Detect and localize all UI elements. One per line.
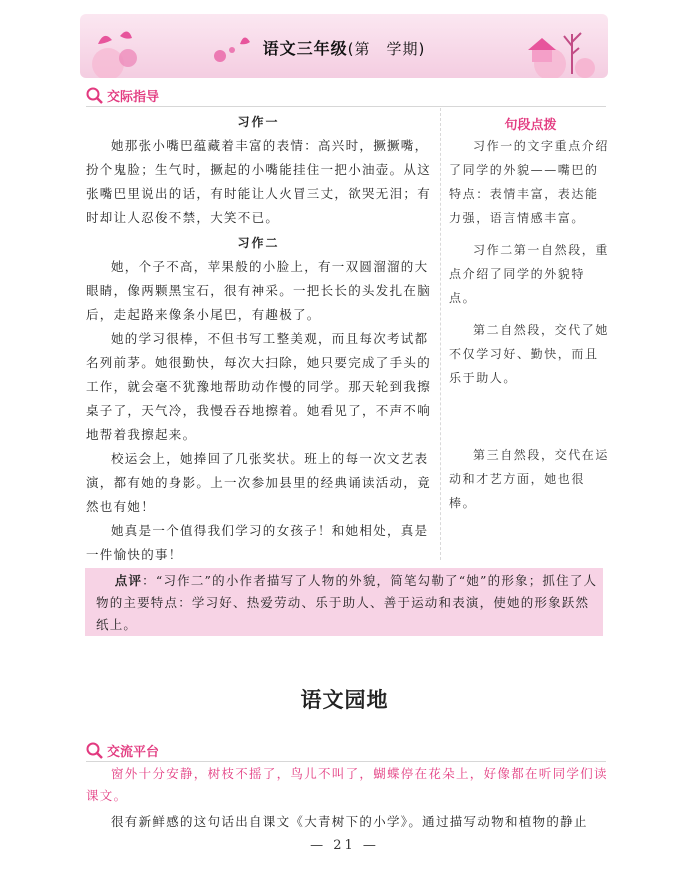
sidebar-notes <box>449 134 609 390</box>
essay1-title: 习作一 <box>237 115 280 129</box>
divider <box>86 761 606 762</box>
paragraph: 她真是一个值得我们学习的女孩子！和她相处，真是一件愉快的事！ <box>86 523 429 562</box>
section-label: 交际指导 <box>107 90 160 105</box>
book-title: 语文三年级(第 学期) <box>262 39 426 58</box>
header-banner <box>80 14 608 78</box>
sidebar-notes-lower <box>449 443 609 515</box>
magnifier-icon <box>86 742 104 760</box>
paragraph: 她的学习很棒，不但书写工整美观，而且每次考试都名列前茅。她很勤快，每次大扫除，她只要完成了手头的工作，就会毫不犹豫地帮助动作慢的同学。那天轮到我擦桌子了，天气冷，我慢吞吞地擦着。她看见了，不声不响地帮着我擦起来。 <box>86 331 432 442</box>
page-number: — 21 — <box>310 838 379 853</box>
paragraph: 她，个子不高，苹果般的小脸上，有一双圆溜溜的大眼睛，像两颗黑宝石，很有神采。一把长长的头发扎在脑后，走起路来像条小尾巴，有趣极了。 <box>86 259 432 322</box>
note: 第三自然段，交代在运动和才艺方面，她也很棒。 <box>449 448 610 510</box>
magnifier-icon <box>86 87 104 105</box>
paragraph: 很有新鲜感的这句话出自课文《大青树下的小学》。通过描写动物和植物的静止 <box>111 814 588 829</box>
essay2-title: 习作二 <box>237 236 280 250</box>
divider <box>86 106 606 107</box>
note: 第二自然段，交代了她不仅学习好、勤快，而且乐于助人。 <box>449 323 610 385</box>
comment-label: 点评 <box>114 573 143 588</box>
section-header-communication <box>86 86 159 105</box>
comment-text: 点评：“习作二”的小作者描写了人物的外貌，简笔勾勒了“她”的形象；抓住了人物的主要特点：学习好、热爱劳动、乐于助人、善于运动和表演，使她的形象跃然纸上。 <box>96 573 598 632</box>
page-heading: 语文园地 <box>300 687 389 712</box>
sidebar-title: 句段点拨 <box>504 118 557 133</box>
paragraph: 校运会上，她捧回了几张奖状。班上的每一次文艺表演，都有她的身影。上一次参加县里的经典诵读活动，竟然也有她！ <box>86 451 432 514</box>
essay1-body <box>86 134 431 230</box>
column-divider <box>440 108 441 560</box>
section-header-exchange <box>86 741 159 760</box>
section-label: 交流平台 <box>107 745 160 760</box>
quote-text: 窗外十分安静，树枝不摇了，鸟儿不叫了，蝴蝶停在花朵上，好像都在听同学们读课文。 <box>86 766 608 803</box>
note: 习作一的文字重点介绍了同学的外貌——嘴巴的特点：表情丰富，表达能力强，语言情感丰富。 <box>449 139 610 225</box>
section2-body <box>86 763 611 833</box>
paragraph: 她那张小嘴巴蕴藏着丰富的表情：高兴时，撅撅嘴，扮个鬼脸；生气时，撅起的小嘴能挂住一把小油壶。从这张嘴巴里说出的话，有时能让人火冒三丈，欲哭无泪；有时却让人忍俊不禁，大笑不已。 <box>86 138 432 225</box>
note: 习作二第一自然段，重点介绍了同学的外貌特点。 <box>449 243 610 305</box>
essay2-body <box>86 255 431 567</box>
